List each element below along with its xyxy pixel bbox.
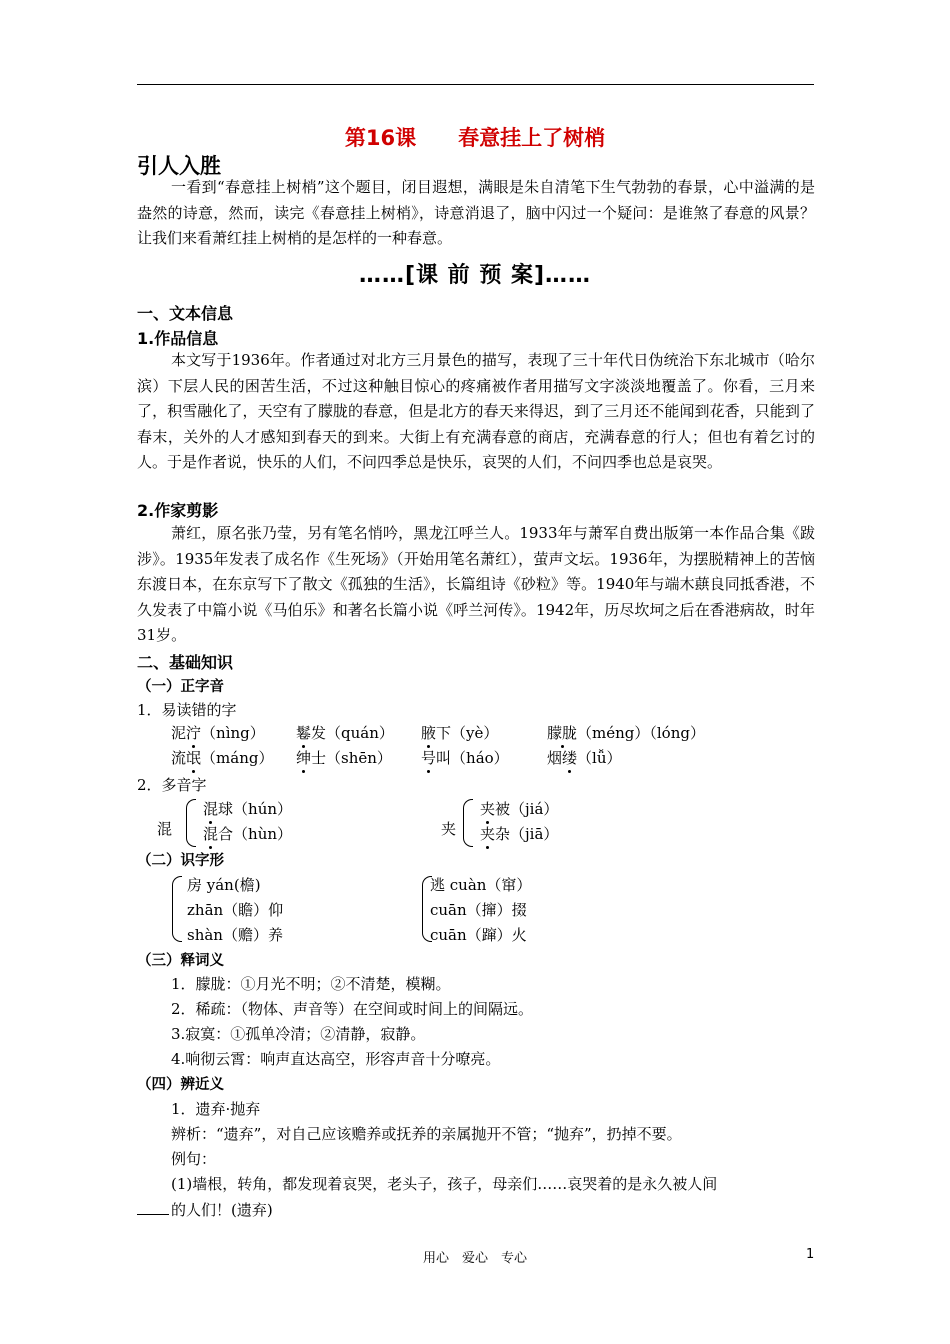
meaning-item: 4.响彻云霄：响声直达高空，形容声音十分嘹亮。: [171, 1050, 501, 1068]
misread-subheading: 1．易读错的字: [137, 701, 237, 719]
lesson-number: 第16课: [344, 126, 417, 150]
part2-heading: 二、基础知识: [137, 653, 234, 672]
shape-heading: （二）识字形: [137, 853, 224, 869]
brace: [172, 876, 182, 942]
polyphone-char: 混: [157, 820, 173, 838]
polyphone-char: 夹: [441, 820, 457, 838]
pron-item: 烟缕（lǚ）: [547, 749, 622, 767]
pron-item: 流氓（máng）: [171, 749, 274, 767]
brace: [463, 799, 473, 847]
lesson-name: 春意挂上了树梢: [458, 126, 606, 150]
pron-item: 腋下（yè）: [421, 724, 499, 742]
polyphone-item: 夹杂（jiā）: [480, 825, 559, 843]
intro-heading: 引人入胜: [137, 154, 221, 178]
lesson-title: [0, 122, 950, 152]
work-info-paragraph: 本文写于1936年。作者通过对北方三月景色的描写，表现了三十年代日伪统治下东北城市（哈尔滨）下层人民的困苦生活，不过这种触目惊心的疼痛被作者用描写文字淡淡地覆盖了。你看，三月来了，积雪融化了，天空有了朦胧的春意，但是北方的春天来得迟，到了三月还不能闻到花香，只能到了春末，关外的人才感知到春天的到来。大街上有充满春意的商店，充满春意的行人；但也有着乞讨的人。于是作者说，快乐的人们，不问四季总是快乐，哀哭的人们，不问四季也总是哀哭。: [137, 351, 815, 471]
synonym-pair: 1．遗弃·抛弃: [171, 1100, 261, 1118]
example-label: 例句：: [171, 1150, 217, 1168]
example-line: 的人们！(遗弃): [137, 1198, 273, 1220]
footer-motto: 用心 爱心 专心: [422, 1251, 527, 1266]
brace: [186, 799, 196, 847]
header-rule: [137, 84, 814, 85]
pron-item: 鬈发（quán）: [296, 724, 394, 742]
meaning-heading: （三）释词义: [137, 953, 224, 969]
part1-heading: 一、文本信息: [137, 304, 234, 323]
synonym-heading: （四）辨近义: [137, 1077, 224, 1093]
example-line: (1)墙根，转角，都发现着哀哭，老头子，孩子，母亲们……哀哭着的是永久被人间: [171, 1175, 718, 1193]
shape-item: 逃 cuàn（窜）: [430, 876, 532, 894]
polyphone-item: 混球（hún）: [203, 800, 293, 818]
synonym-analysis: 辨析：“遗弃”，对自己应该赡养或抚养的亲属抛开不管；“抛弃”，扔掉不要。: [171, 1125, 682, 1143]
author-paragraph: 萧红，原名张乃莹，另有笔名悄吟，黑龙江呼兰人。1933年与萧军自费出版第一本作品合集《跋涉》。1935年发表了成名作《生死场》（开始用笔名萧红），萤声文坛。1936年，为摆脱精神上的苦恼东渡日本，在东京写下了散文《孤独的生活》，长篇组诗《砂粒》等。1940年与端木蕻良同抵香港，不久发表了中篇小说《马伯乐》和著名长篇小说《呼兰河传》。1942年，历尽坎坷之后在香港病故，时年31岁。: [137, 524, 815, 644]
pron-item: 泥泞（nìng）: [171, 724, 265, 742]
section-banner: ……[课 前 预 案]……: [358, 263, 592, 288]
page-number: 1: [806, 1247, 815, 1262]
fill-blank: [137, 1198, 169, 1215]
pron-item: 绅士（shēn）: [296, 749, 392, 767]
shape-item: shàn（赡）养: [187, 926, 283, 944]
polyphone-item: 夹被（jiá）: [480, 800, 559, 818]
meaning-item: 3.寂寞：①孤单冷清；②清静，寂静。: [171, 1025, 426, 1043]
shape-item: cuān（撺）掇: [430, 901, 527, 919]
meaning-item: 1．朦胧：①月光不明；②不清楚，模糊。: [171, 975, 451, 993]
author-heading: 2.作家剪影: [137, 501, 219, 520]
pron-item: 号叫（háo）: [421, 749, 509, 767]
pronunciation-heading: （一）正字音: [137, 679, 224, 695]
polyphone-subheading: 2．多音字: [137, 776, 207, 794]
meaning-item: 2．稀疏：（物体、声音等）在空间或时间上的间隔远。: [171, 1000, 534, 1018]
shape-item: 房 yán(檐): [187, 876, 261, 894]
intro-paragraph: 一看到“春意挂上树梢”这个题目，闭目遐想，满眼是朱自清笔下生气勃勃的春景，心中溢满的是盎然的诗意，然而，读完《春意挂上树梢》，诗意消退了，脑中闪过一个疑问：是谁煞了春意的风景？让我们来看萧红挂上树梢的是怎样的一种春意。: [137, 178, 815, 247]
shape-item: zhān（瞻）仰: [187, 901, 284, 919]
shape-item: cuān（蹿）火: [430, 926, 527, 944]
pron-item: 朦胧（méng）（lóng）: [547, 724, 705, 742]
polyphone-item: 混合（hùn）: [203, 825, 293, 843]
work-info-heading: 1.作品信息: [137, 329, 219, 348]
